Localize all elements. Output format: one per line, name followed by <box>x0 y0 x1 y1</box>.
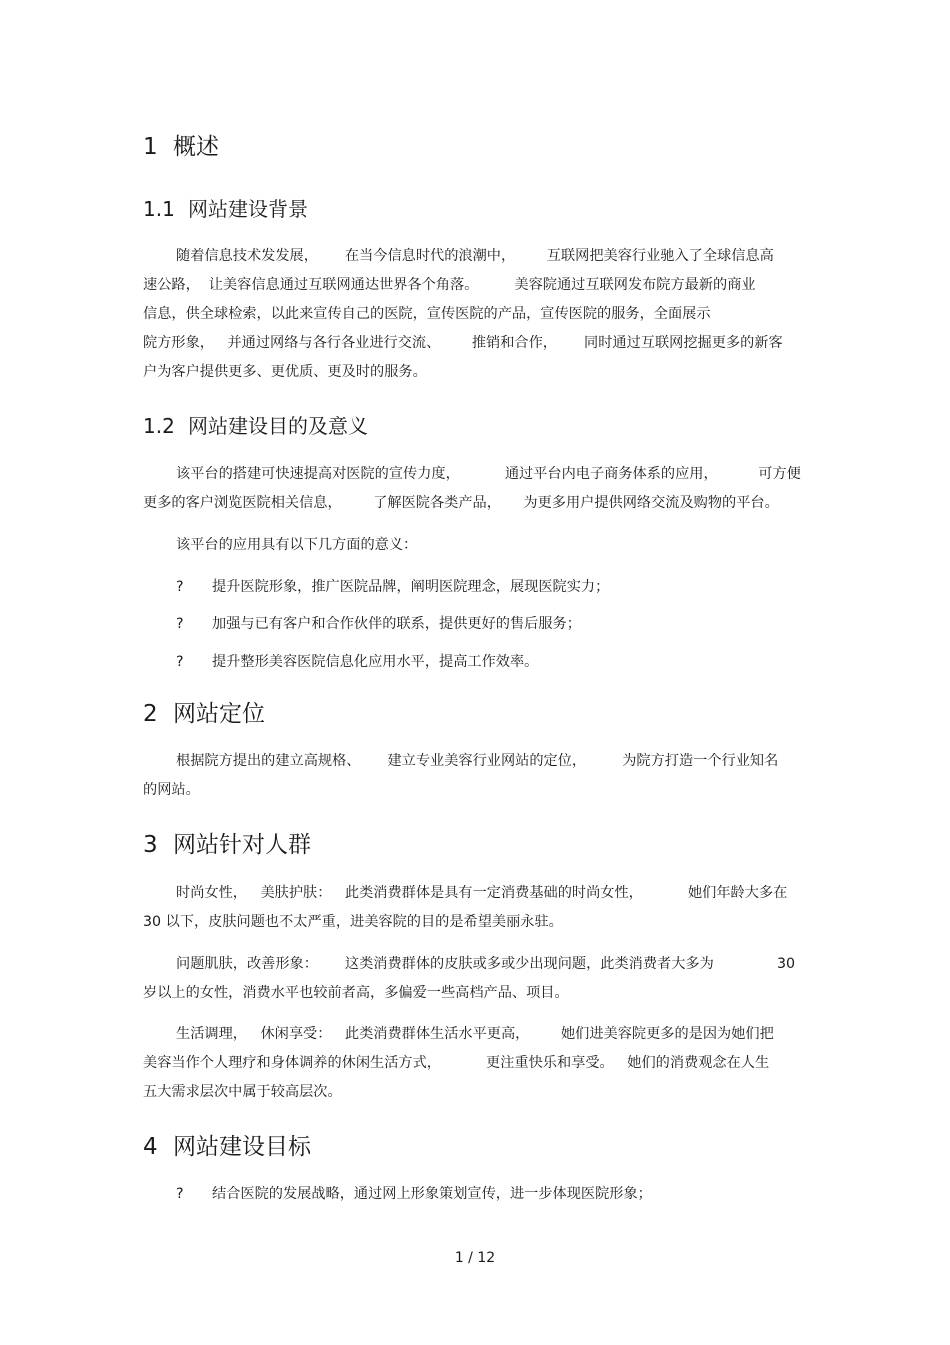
heading-number: 2 <box>143 701 158 727</box>
heading-title: 网站建设目的及意义 <box>188 414 368 438</box>
paragraph-line: 根据院方提出的建立高规格、 建立专业美容行业网站的定位， 为院方打造一个行业知名 <box>176 753 779 769</box>
heading-title: 网站建设目标 <box>173 1134 311 1160</box>
bullet-mark: ? <box>176 1186 184 1202</box>
paragraph-line: 时尚女性， 美肤护肤： 此类消费群体是具有一定消费基础的时尚女性， 她们年龄大多在 <box>176 885 788 901</box>
paragraph-line: 岁以上的女性，消费水平也较前者高，多偏爱一些高档产品、项目。 <box>143 985 569 1001</box>
heading-4 <box>143 1132 311 1162</box>
list-item-text: 提升医院形象，推广医院品牌，阐明医院理念，展现医院实力； <box>212 579 610 595</box>
bullet-mark: ? <box>176 654 184 670</box>
paragraph-line: 问题肌肤，改善形象： 这类消费群体的皮肤或多或少出现问题，此类消费者大多为 30 <box>176 956 796 972</box>
paragraph-line: 美容当作个人理疗和身体调养的休闲生活方式， 更注重快乐和享受。 她们的消费观念在人生 <box>143 1055 770 1071</box>
page-number: 1 / 12 <box>454 1250 496 1266</box>
paragraph-line: 信息，供全球检索，以此来宣传自己的医院，宣传医院的产品，宣传医院的服务，全面展示 <box>143 306 711 322</box>
list-item-text: 提升整形美容医院信息化应用水平，提高工作效率。 <box>212 654 539 670</box>
paragraph-line: 生活调理， 休闲享受： 此类消费群体生活水平更高， 她们进美容院更多的是因为她们把 <box>176 1026 774 1042</box>
heading-number: 3 <box>143 832 158 858</box>
paragraph-significance <box>143 531 813 560</box>
paragraph-audience-1 <box>143 879 813 937</box>
list-item <box>176 1184 652 1204</box>
heading-number: 1 <box>143 134 158 160</box>
paragraph-positioning <box>143 747 813 805</box>
heading-1-1 <box>143 195 308 223</box>
heading-number: 1.2 <box>143 414 175 438</box>
paragraph-line: 五大需求层次中属于较高层次。 <box>143 1084 342 1100</box>
heading-3 <box>143 830 311 860</box>
paragraph-audience-2 <box>143 950 813 1008</box>
paragraph-line: 院方形象， 并通过网络与各行各业进行交流、 推销和合作， 同时通过互联网挖掘更多的新客 <box>143 335 783 351</box>
paragraph-line: 户为客户提供更多、更优质、更及时的服务。 <box>143 364 427 380</box>
heading-number: 4 <box>143 1134 158 1160</box>
bullet-mark: ? <box>176 616 184 632</box>
heading-title: 网站定位 <box>173 701 265 727</box>
bullet-mark: ? <box>176 579 184 595</box>
paragraph-line: 随着信息技术发发展， 在当今信息时代的浪潮中， 互联网把美容行业驰入了全球信息高 <box>176 248 774 264</box>
list-item <box>176 614 581 634</box>
heading-title: 网站建设背景 <box>188 197 308 221</box>
list-item <box>176 577 609 597</box>
heading-title: 概述 <box>173 134 219 160</box>
heading-title: 网站针对人群 <box>173 832 311 858</box>
heading-1 <box>143 132 219 162</box>
paragraph-line: 30 以下，皮肤问题也不太严重，进美容院的目的是希望美丽永驻。 <box>143 914 563 930</box>
heading-number: 1.1 <box>143 197 175 221</box>
paragraph-purpose <box>143 460 813 518</box>
list-item-text: 结合医院的发展战略，通过网上形象策划宣传，进一步体现医院形象； <box>212 1186 652 1202</box>
paragraph-background <box>143 242 813 387</box>
list-item <box>176 652 538 672</box>
paragraph-line: 该平台的应用具有以下几方面的意义： <box>176 537 418 553</box>
paragraph-line: 该平台的搭建可快速提高对医院的宣传力度， 通过平台内电子商务体系的应用， 可方便 <box>176 466 801 482</box>
paragraph-audience-3 <box>143 1020 813 1107</box>
paragraph-line: 更多的客户浏览医院相关信息， 了解医院各类产品， 为更多用户提供网络交流及购物的平台。 <box>143 495 779 511</box>
heading-1-2 <box>143 412 368 440</box>
paragraph-line: 速公路， 让美容信息通过互联网通达世界各个角落。 美容院通过互联网发布院方最新的商业 <box>143 277 756 293</box>
paragraph-line: 的网站。 <box>143 782 200 798</box>
list-item-text: 加强与已有客户和合作伙伴的联系，提供更好的售后服务； <box>212 616 581 632</box>
heading-2 <box>143 699 265 729</box>
